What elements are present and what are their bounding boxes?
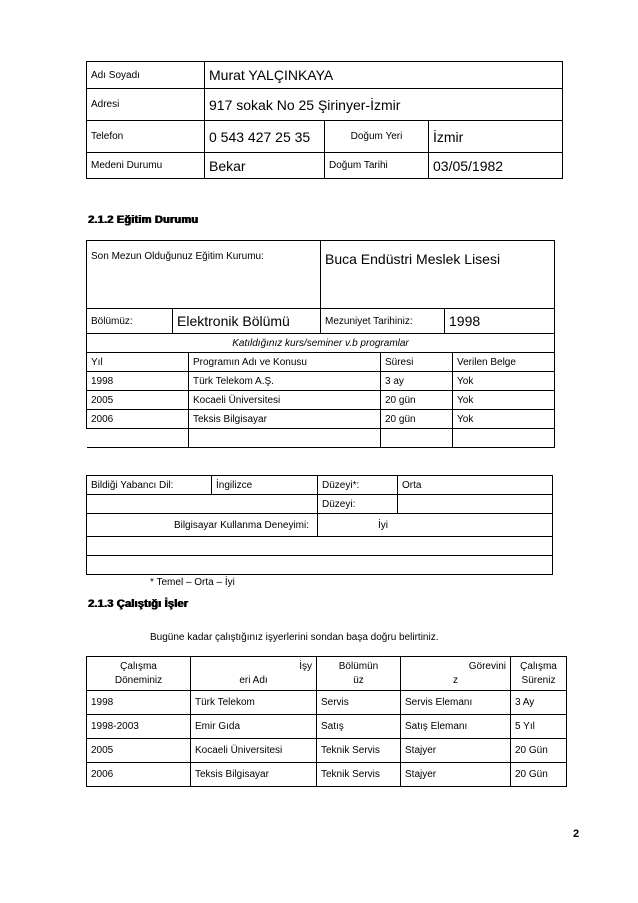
work-department: Teknik Servis bbox=[317, 739, 401, 763]
header-duration-line1: Çalışma bbox=[520, 660, 557, 672]
work-period: 2005 bbox=[87, 739, 191, 763]
work-department: Teknik Servis bbox=[317, 763, 401, 787]
work-company: Türk Telekom bbox=[191, 691, 317, 715]
work-table bbox=[86, 656, 567, 787]
language-label: Bildiği Yabancı Dil: bbox=[87, 476, 212, 495]
course-certificate: Yok bbox=[453, 410, 555, 429]
work-department: Servis bbox=[317, 691, 401, 715]
header-period-line2: Döneminiz bbox=[114, 674, 163, 686]
courses-header-certificate: Verilen Belge bbox=[453, 353, 555, 372]
work-department: Satış bbox=[317, 715, 401, 739]
grad-label: Mezuniyet Tarihiniz: bbox=[321, 309, 445, 334]
marital-value: Bekar bbox=[205, 153, 325, 179]
courses-table bbox=[86, 333, 555, 448]
level2-label: Düzeyi: bbox=[318, 495, 398, 514]
work-instruction: Bugüne kadar çalıştığınız işyerlerini sondan başa doğru belirtiniz. bbox=[150, 632, 439, 643]
course-year: 2006 bbox=[87, 410, 189, 429]
birthplace-value: İzmir bbox=[429, 121, 563, 153]
personal-info-table bbox=[86, 61, 563, 179]
computer-label: Bilgisayar Kullanma Deneyimi: bbox=[87, 514, 318, 537]
birthdate-value: 03/05/1982 bbox=[429, 153, 563, 179]
work-duration: 3 Ay bbox=[511, 691, 567, 715]
header-role-line1: Görevini bbox=[468, 660, 506, 672]
course-program: Kocaeli Üniversitesi bbox=[189, 391, 381, 410]
empty-cell bbox=[87, 556, 553, 575]
dept-label: Bölümüz: bbox=[87, 309, 173, 334]
header-company bbox=[191, 657, 317, 691]
course-duration: 20 gün bbox=[381, 410, 453, 429]
education-heading: 2.1.2 Eğitim Durumu bbox=[88, 214, 199, 226]
course-program: Türk Telekom A.Ş. bbox=[189, 372, 381, 391]
work-role: Servis Elemanı bbox=[401, 691, 511, 715]
level-value: Orta bbox=[398, 476, 553, 495]
course-year: 2005 bbox=[87, 391, 189, 410]
address-label: Adresi bbox=[87, 89, 205, 121]
course-year: 1998 bbox=[87, 372, 189, 391]
header-department bbox=[317, 657, 401, 691]
birthplace-label: Doğum Yeri bbox=[325, 121, 429, 153]
header-duration bbox=[511, 657, 567, 691]
work-company: Kocaeli Üniversitesi bbox=[191, 739, 317, 763]
education-table bbox=[86, 240, 555, 334]
computer-value: İyi bbox=[318, 514, 553, 537]
table-row bbox=[87, 391, 555, 410]
work-period: 2006 bbox=[87, 763, 191, 787]
header-role bbox=[401, 657, 511, 691]
table-row bbox=[87, 372, 555, 391]
courses-header-duration: Süresi bbox=[381, 353, 453, 372]
level-label: Düzeyi*: bbox=[318, 476, 398, 495]
work-role: Stajyer bbox=[401, 739, 511, 763]
header-period-line1: Çalışma bbox=[120, 660, 157, 672]
name-value: Murat YALÇINKAYA bbox=[205, 62, 563, 89]
table-row bbox=[87, 410, 555, 429]
page-number: 2 bbox=[573, 828, 580, 840]
header-department-line1: Bölümün bbox=[338, 660, 379, 672]
empty-cell bbox=[87, 429, 189, 448]
course-program: Teksis Bilgisayar bbox=[189, 410, 381, 429]
phone-label: Telefon bbox=[87, 121, 205, 153]
empty-cell bbox=[453, 429, 555, 448]
header-department-line2: üz bbox=[353, 674, 364, 686]
course-certificate: Yok bbox=[453, 391, 555, 410]
table-row bbox=[87, 763, 567, 787]
empty-cell bbox=[189, 429, 381, 448]
header-company-line1: İşy bbox=[299, 660, 312, 672]
name-label: Adı Soyadı bbox=[87, 62, 205, 89]
table-row bbox=[87, 715, 567, 739]
courses-header-program: Programın Adı ve Konusu bbox=[189, 353, 381, 372]
table-row bbox=[87, 429, 555, 448]
work-company: Emir Gıda bbox=[191, 715, 317, 739]
header-duration-line2: Süreniz bbox=[521, 674, 556, 686]
header-company-line2: eri Adı bbox=[239, 674, 268, 686]
courses-header-year: Yıl bbox=[87, 353, 189, 372]
school-value: Buca Endüstri Meslek Lisesi bbox=[321, 241, 555, 309]
course-duration: 3 ay bbox=[381, 372, 453, 391]
address-value: 917 sokak No 25 Şirinyer-İzmir bbox=[205, 89, 563, 121]
work-company: Teksis Bilgisayar bbox=[191, 763, 317, 787]
dept-value: Elektronik Bölümü bbox=[173, 309, 321, 334]
work-heading: 2.1.3 Çalıştığı İşler bbox=[88, 598, 189, 610]
table-row bbox=[87, 739, 567, 763]
empty-cell bbox=[87, 537, 553, 556]
header-period bbox=[87, 657, 191, 691]
marital-label: Medeni Durumu bbox=[87, 153, 205, 179]
work-role: Satış Elemanı bbox=[401, 715, 511, 739]
phone-value: 0 543 427 25 35 bbox=[205, 121, 325, 153]
course-certificate: Yok bbox=[453, 372, 555, 391]
empty-cell bbox=[398, 495, 553, 514]
birthdate-label: Doğum Tarihi bbox=[325, 153, 429, 179]
skills-table bbox=[86, 475, 553, 575]
empty-cell bbox=[381, 429, 453, 448]
work-role: Stajyer bbox=[401, 763, 511, 787]
grad-value: 1998 bbox=[445, 309, 555, 334]
table-row bbox=[87, 691, 567, 715]
work-duration: 20 Gün bbox=[511, 763, 567, 787]
course-duration: 20 gün bbox=[381, 391, 453, 410]
work-duration: 20 Gün bbox=[511, 739, 567, 763]
level-note: * Temel – Orta – İyi bbox=[150, 577, 235, 588]
language-value: İngilizce bbox=[212, 476, 318, 495]
work-period: 1998 bbox=[87, 691, 191, 715]
header-role-line2: z bbox=[453, 674, 458, 686]
work-period: 1998-2003 bbox=[87, 715, 191, 739]
work-duration: 5 Yıl bbox=[511, 715, 567, 739]
school-label: Son Mezun Olduğunuz Eğitim Kurumu: bbox=[87, 241, 321, 309]
courses-title: Katıldığınız kurs/seminer v.b programlar bbox=[87, 334, 555, 353]
empty-cell bbox=[87, 495, 318, 514]
